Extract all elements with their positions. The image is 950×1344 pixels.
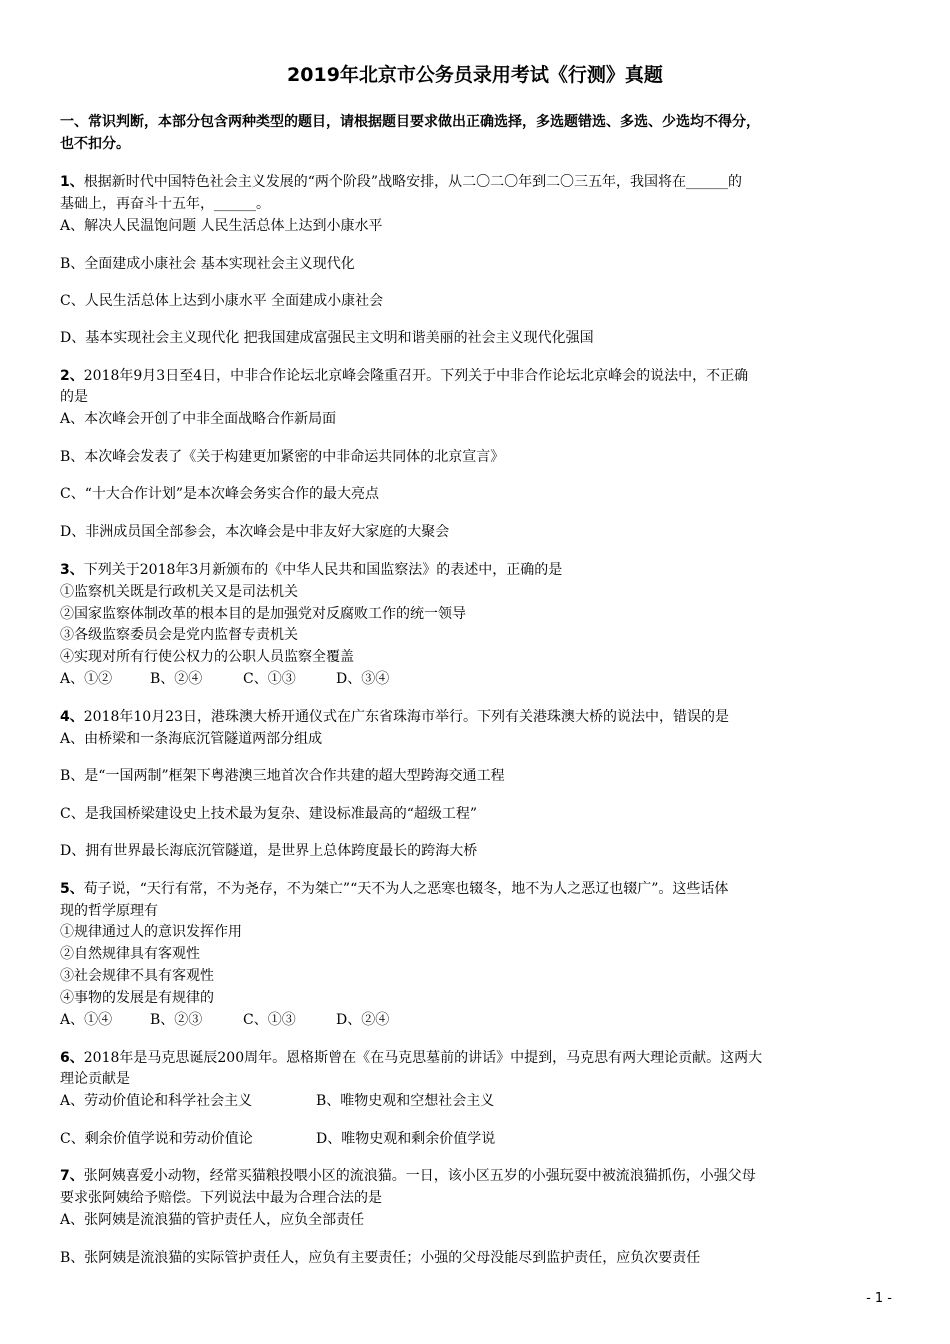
- question-6-option-c: C、剩余价值学说和劳动价值论: [60, 1131, 253, 1147]
- question-number: 5、: [60, 881, 84, 897]
- question-5-statement-3: ③社会规律不具有客观性: [60, 968, 214, 984]
- question-5-statement-1: ①规律通过人的意识发挥作用: [60, 924, 242, 940]
- question-3-statement-3: ③各级监察委员会是党内监督专责机关: [60, 627, 298, 643]
- question-2-option-a: A、本次峰会开创了中非全面战略合作新局面: [60, 411, 337, 427]
- question-6-stem: 6、2018年是马克思诞辰200周年。恩格斯曾在《在马克思墓前的讲话》中提到，马克思有两大理论贡献。这两大: [60, 1050, 763, 1066]
- question-5-option-a: A、①④: [60, 1012, 113, 1028]
- question-1-stem-cont: 基础上，再奋斗十五年，______。: [60, 196, 270, 212]
- question-7-stem: 7、张阿姨喜爱小动物，经常买猫粮投喂小区的流浪猫。一日，该小区五岁的小强玩耍中被流浪猫抓伤，小强父母: [60, 1168, 756, 1184]
- question-6-option-a: A、劳动价值论和科学社会主义: [60, 1093, 253, 1109]
- question-6-option-d: D、唯物史观和剩余价值学说: [316, 1131, 496, 1147]
- question-number: 6、: [60, 1050, 84, 1066]
- question-6-option-b: B、唯物史观和空想社会主义: [316, 1093, 495, 1109]
- question-3-statement-1: ①监察机关既是行政机关又是司法机关: [60, 584, 298, 600]
- question-7-stem-cont: 要求张阿姨给予赔偿。下列说法中最为合理合法的是: [60, 1190, 382, 1206]
- question-number: 3、: [60, 562, 84, 578]
- question-5-stem-cont: 现的哲学原理有: [60, 903, 158, 919]
- question-number: 1、: [60, 174, 84, 190]
- question-3-statement-4: ④实现对所有行使公权力的公职人员监察全覆盖: [60, 649, 354, 665]
- question-3-option-d: D、③④: [336, 671, 390, 687]
- question-3-option-a: A、①②: [60, 671, 113, 687]
- page-number: - 1 -: [866, 1291, 892, 1306]
- question-3-statement-2: ②国家监察体制改革的根本目的是加强党对反腐败工作的统一领导: [60, 606, 466, 622]
- question-4-option-a: A、由桥梁和一条海底沉管隧道两部分组成: [60, 731, 323, 747]
- question-5-options: [60, 1010, 894, 1030]
- question-2-option-c: C、“十大合作计划”是本次峰会务实合作的最大亮点: [60, 486, 380, 502]
- question-number: 7、: [60, 1168, 84, 1184]
- question-5-stem: 5、荀子说，“天行有常，不为尧存，不为桀亡”“天不为人之恶寒也辍冬，地不为人之恶辽也辍广”。这些话体: [60, 881, 729, 897]
- question-2-option-d: D、非洲成员国全部参会，本次峰会是中非友好大家庭的大聚会: [60, 524, 450, 540]
- question-number: 4、: [60, 709, 84, 725]
- question-4-stem: 4、2018年10月23日，港珠澳大桥开通仪式在广东省珠海市举行。下列有关港珠澳大桥的说法中，错误的是: [60, 709, 730, 725]
- question-6-options-cd: [60, 1129, 894, 1149]
- question-1-stem: 1、根据新时代中国特色社会主义发展的“两个阶段”战略安排，从二〇二〇年到二〇三五年，我国将在______的: [60, 174, 743, 190]
- question-5-option-c: C、①③: [243, 1012, 296, 1028]
- question-3-option-c: C、①③: [243, 671, 296, 687]
- question-5-statement-4: ④事物的发展是有规律的: [60, 990, 214, 1006]
- question-3-option-b: B、②④: [150, 671, 203, 687]
- page-title: 2019年北京市公务员录用考试《行测》真题: [287, 64, 663, 86]
- question-2-option-b: B、本次峰会发表了《关于构建更加紧密的中非命运共同体的北京宣言》: [60, 449, 505, 465]
- question-1-option-a: A、解决人民温饱问题 人民生活总体上达到小康水平: [60, 218, 383, 234]
- question-7-option-a: A、张阿姨是流浪猫的管护责任人，应负全部责任: [60, 1212, 365, 1228]
- question-6-stem-cont: 理论贡献是: [60, 1071, 130, 1087]
- question-5-option-d: D、②④: [336, 1012, 390, 1028]
- question-1-option-b: B、全面建成小康社会 基本实现社会主义现代化: [60, 256, 355, 272]
- section-heading-line-1: 一、常识判断，本部分包含两种类型的题目，请根据题目要求做出正确选择，多选题错选、多选、少选均不得分，: [60, 114, 760, 130]
- question-2-stem-cont: 的是: [60, 389, 88, 405]
- question-7-option-b: B、张阿姨是流浪猫的实际管护责任人，应负有主要责任；小强的父母没能尽到监护责任，应负次要责任: [60, 1250, 701, 1266]
- question-4-option-d: D、拥有世界最长海底沉管隧道，是世界上总体跨度最长的跨海大桥: [60, 843, 478, 859]
- question-5-statement-2: ②自然规律具有客观性: [60, 946, 200, 962]
- question-3-options: [60, 669, 894, 689]
- question-4-option-b: B、是“一国两制”框架下粤港澳三地首次合作共建的超大型跨海交通工程: [60, 768, 505, 784]
- question-1-option-d: D、基本实现社会主义现代化 把我国建成富强民主文明和谐美丽的社会主义现代化强国: [60, 330, 594, 346]
- question-1-option-c: C、人民生活总体上达到小康水平 全面建成小康社会: [60, 293, 384, 309]
- section-heading-line-2: 也不扣分。: [60, 136, 130, 152]
- question-3-stem: 3、下列关于2018年3月新颁布的《中华人民共和国监察法》的表述中，正确的是: [60, 562, 563, 578]
- question-2-stem: 2、2018年9月3日至4日，中非合作论坛北京峰会隆重召开。下列关于中非合作论坛北京峰会的说法中，不正确: [60, 368, 749, 384]
- question-6-options-ab: [60, 1091, 894, 1111]
- question-4-option-c: C、是我国桥梁建设史上技术最为复杂、建设标准最高的“超级工程”: [60, 806, 478, 822]
- question-5-option-b: B、②③: [150, 1012, 203, 1028]
- question-number: 2、: [60, 368, 84, 384]
